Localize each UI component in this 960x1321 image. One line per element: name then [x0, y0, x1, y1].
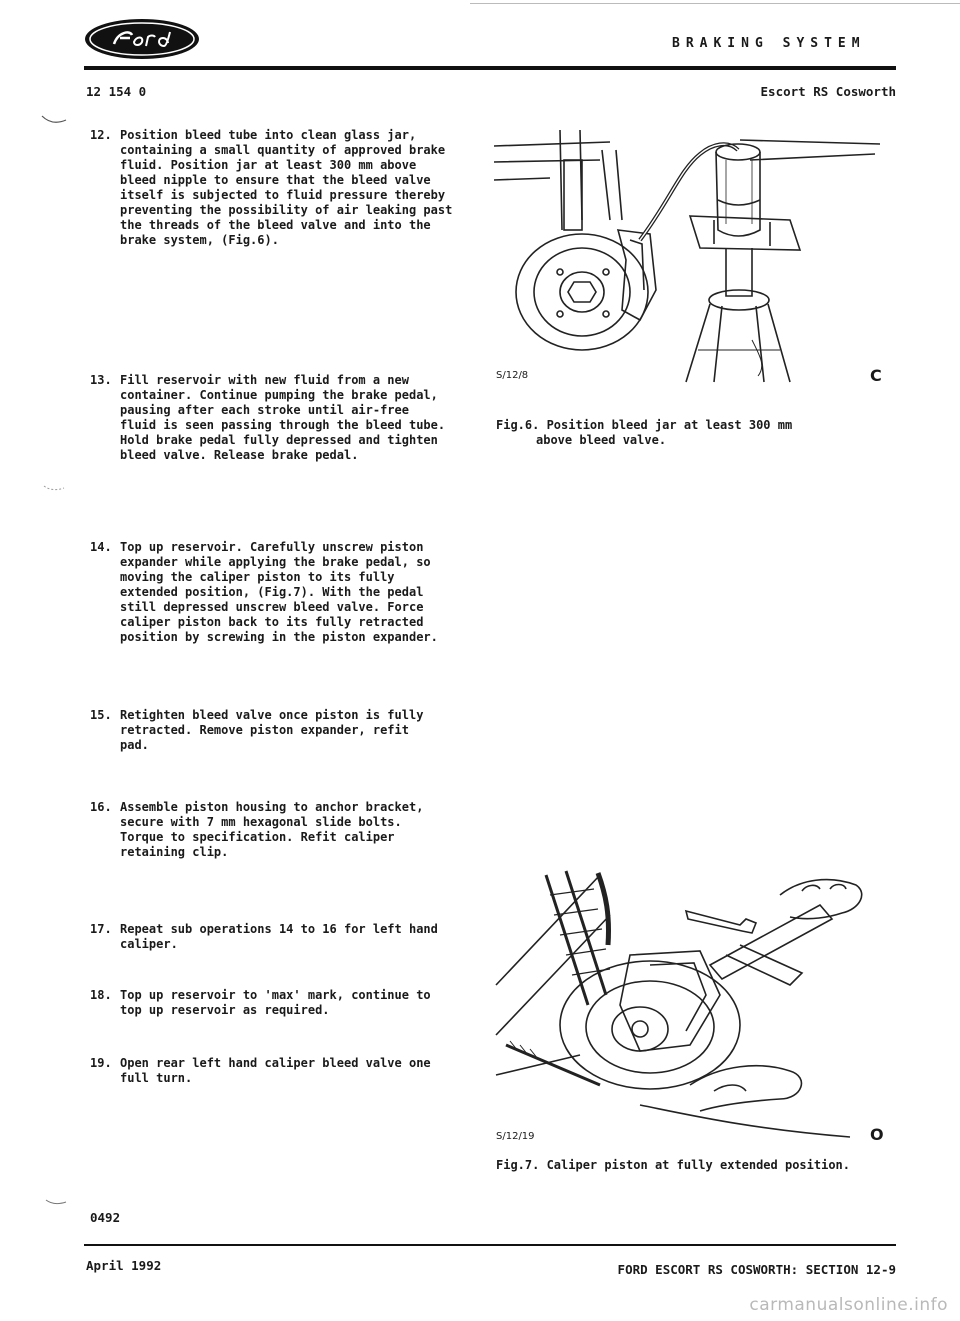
- step-14: [90, 540, 480, 645]
- publication-date: April 1992: [86, 1258, 162, 1273]
- step-number: 19.: [90, 1056, 112, 1070]
- margin-mark: [40, 114, 70, 128]
- step-text: Fill reservoir with new fluid from a new container. Continue pumping the brake pedal, pausing after each stroke until air-free fluid is seen passing through the bleed tube. Hold brake pedal fully depressed and tighten bleed valve. Release brake pedal.: [120, 373, 446, 462]
- caliper-piston-illustration: [490, 855, 890, 1153]
- step-18: [90, 988, 480, 1018]
- step-16: [90, 800, 480, 860]
- step-number: 14.: [90, 540, 112, 554]
- step-number: 18.: [90, 988, 112, 1002]
- step-19: [90, 1056, 480, 1086]
- step-15: [90, 708, 480, 753]
- step-text: Top up reservoir. Carefully unscrew piston expander while applying the brake pedal, so moving the caliper piston to its fully extended position, (Fig.7). With the pedal still depressed unscrew bleed valve. Force caliper piston back to its fully retracted position by screwing in the piston expander.: [120, 540, 438, 644]
- document-code: 0492: [90, 1210, 121, 1225]
- figure-ref: S/12/8: [496, 370, 529, 381]
- step-number: 16.: [90, 800, 112, 814]
- step-number: 15.: [90, 708, 112, 722]
- caption-line: Fig.6. Position bleed jar at least 300 mm: [496, 418, 793, 432]
- caption-line: above bleed valve.: [536, 433, 667, 447]
- footer-rule: [84, 1244, 896, 1246]
- section-title: BRAKING SYSTEM: [672, 36, 866, 51]
- step-number: 13.: [90, 373, 112, 387]
- step-number: 12.: [90, 128, 112, 142]
- ford-logo: [84, 18, 200, 60]
- header-rule: [84, 66, 896, 70]
- step-number: 17.: [90, 922, 112, 936]
- step-text: Repeat sub operations 14 to 16 for left hand caliper.: [120, 922, 438, 951]
- watermark-text: carmanualsonline.info: [749, 1295, 948, 1315]
- step-13: [90, 373, 480, 463]
- top-edge-line: [470, 3, 960, 4]
- step-text: Open rear left hand caliper bleed valve one full turn.: [120, 1056, 431, 1085]
- footer-section-label: FORD ESCORT RS COSWORTH: SECTION 12-9: [617, 1262, 896, 1277]
- figure-letter: C: [870, 366, 882, 385]
- figure-7-caliper-piston: [490, 855, 890, 1153]
- figure-6-caption: [496, 418, 792, 448]
- operation-code: 12 154 0: [86, 84, 147, 99]
- figure-6-bleed-jar: [490, 120, 890, 398]
- step-text: Assemble piston housing to anchor bracket, secure with 7 mm hexagonal slide bolts. Torque to specification. Refit caliper retaining clip.: [120, 800, 424, 859]
- step-text: Top up reservoir to 'max' mark, continue to top up reservoir as required.: [120, 988, 431, 1017]
- margin-mark: [42, 484, 68, 494]
- model-name: Escort RS Cosworth: [760, 84, 896, 99]
- figure-ref: S/12/19: [496, 1131, 535, 1142]
- step-17: [90, 922, 480, 952]
- margin-mark: [44, 1198, 70, 1208]
- step-12: [90, 128, 480, 248]
- figure-7-caption: Fig.7. Caliper piston at fully extended position.: [496, 1158, 851, 1172]
- figure-letter: O: [870, 1125, 884, 1144]
- step-text: Retighten bleed valve once piston is fully retracted. Remove piston expander, refit pad.: [120, 708, 424, 752]
- step-text: Position bleed tube into clean glass jar, containing a small quantity of approved brake fluid. Position jar at least 300 mm above bleed nipple to ensure that the bleed valve itself is subjected to fluid pressure thereby preventing the possibility of air leaking past the threads of the bleed valve and into the brake system, (Fig.6).: [120, 128, 453, 247]
- bleed-jar-illustration: [490, 120, 890, 398]
